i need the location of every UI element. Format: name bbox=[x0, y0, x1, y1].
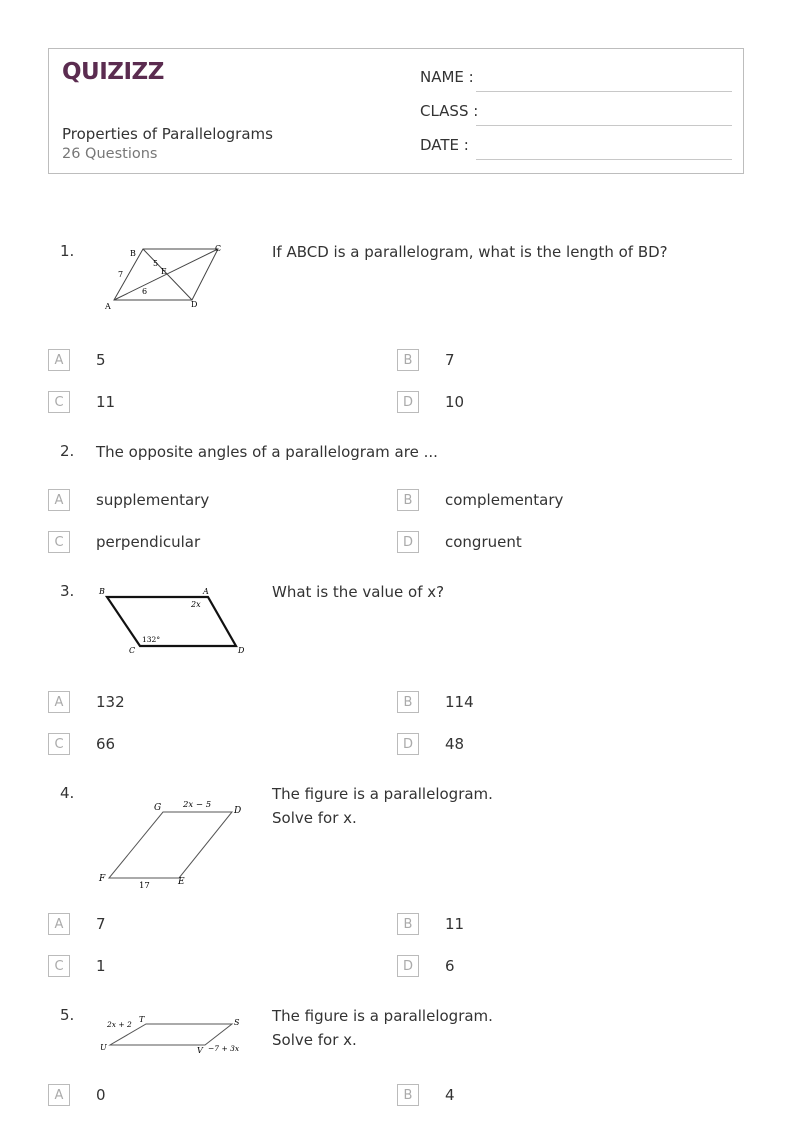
option-letter-box: B bbox=[397, 691, 419, 713]
option-text: complementary bbox=[445, 491, 564, 509]
fig4-top-expression: 2x − 5 bbox=[183, 800, 212, 810]
question-5-number: 5. bbox=[60, 1006, 75, 1024]
fig1-seg-be: 5 bbox=[153, 259, 159, 268]
question-1-figure bbox=[100, 240, 230, 315]
option-letter-box: B bbox=[397, 349, 419, 371]
question-1-number: 1. bbox=[60, 242, 75, 260]
option-text: 4 bbox=[445, 1086, 455, 1104]
question-3-number: 3. bbox=[60, 582, 75, 600]
option-letter-box: C bbox=[48, 391, 70, 413]
fig5-label-u: U bbox=[100, 1043, 107, 1052]
option-letter-box: C bbox=[48, 733, 70, 755]
option-letter-box: D bbox=[397, 531, 419, 553]
option-text: congruent bbox=[445, 533, 522, 551]
fig4-label-g: G bbox=[154, 803, 162, 813]
question-2-text: The opposite angles of a parallelogram are ... bbox=[96, 443, 438, 461]
option-letter-box: B bbox=[397, 489, 419, 511]
option-text: 7 bbox=[96, 915, 106, 933]
question-3-text: What is the value of x? bbox=[272, 583, 445, 601]
fig1-label-a: A bbox=[105, 302, 111, 311]
option-letter-box: A bbox=[48, 489, 70, 511]
option-letter-box: C bbox=[48, 955, 70, 977]
name-label: NAME : bbox=[420, 68, 474, 86]
fig1-seg-ab: 7 bbox=[118, 270, 124, 279]
name-line[interactable] bbox=[476, 91, 732, 92]
option-text: 11 bbox=[96, 393, 116, 411]
option-text: 48 bbox=[445, 735, 465, 753]
question-3-figure bbox=[95, 582, 255, 660]
fig5-right-expression: −7 + 3x bbox=[208, 1044, 240, 1053]
question-4-number: 4. bbox=[60, 784, 75, 802]
option-text: 114 bbox=[445, 693, 474, 711]
question-5-text-line-1: The figure is a parallelogram. bbox=[272, 1007, 493, 1025]
date-line[interactable] bbox=[476, 159, 732, 160]
worksheet-title: Properties of Parallelograms bbox=[62, 125, 273, 143]
option-letter-box: A bbox=[48, 691, 70, 713]
fig5-label-t: T bbox=[139, 1015, 145, 1024]
class-line[interactable] bbox=[476, 125, 732, 126]
option-text: 5 bbox=[96, 351, 106, 369]
option-text: supplementary bbox=[96, 491, 210, 509]
option-letter-box: B bbox=[397, 1084, 419, 1106]
option-text: 132 bbox=[96, 693, 125, 711]
class-label: CLASS : bbox=[420, 102, 479, 120]
worksheet-header bbox=[48, 48, 744, 174]
option-text: perpendicular bbox=[96, 533, 201, 551]
fig1-seg-ae: 6 bbox=[142, 287, 148, 296]
option-text: 11 bbox=[445, 915, 465, 933]
question-1-text: If ABCD is a parallelogram, what is the length of BD? bbox=[272, 243, 668, 261]
option-text: 1 bbox=[96, 957, 106, 975]
option-letter-box: D bbox=[397, 391, 419, 413]
fig3-label-a: A bbox=[203, 587, 209, 596]
fig3-label-c: C bbox=[129, 646, 136, 655]
question-4-text-line-2: Solve for x. bbox=[272, 809, 357, 827]
question-4-text-line-1: The figure is a parallelogram. bbox=[272, 785, 493, 803]
option-letter-box: D bbox=[397, 733, 419, 755]
question-4-figure bbox=[95, 795, 255, 895]
option-letter-box: A bbox=[48, 913, 70, 935]
fig1-label-e: E bbox=[161, 267, 167, 276]
fig3-label-b: B bbox=[99, 587, 105, 596]
option-letter-box: B bbox=[397, 913, 419, 935]
fig5-label-s: S bbox=[234, 1018, 240, 1027]
option-text: 7 bbox=[445, 351, 455, 369]
option-text: 0 bbox=[96, 1086, 106, 1104]
option-letter-box: A bbox=[48, 1084, 70, 1106]
fig5-left-expression: 2x + 2 bbox=[107, 1020, 132, 1029]
fig4-bottom-value: 17 bbox=[139, 881, 150, 891]
fig3-angle-c: 132° bbox=[142, 635, 161, 644]
option-text: 6 bbox=[445, 957, 455, 975]
option-letter-box: D bbox=[397, 955, 419, 977]
quizizz-logo: QUIZIZZ bbox=[62, 59, 164, 85]
name-field[interactable] bbox=[420, 68, 732, 92]
date-field[interactable] bbox=[420, 136, 732, 160]
fig4-label-f: F bbox=[99, 874, 106, 884]
fig5-label-v: V bbox=[197, 1046, 203, 1055]
fig1-label-c: C bbox=[215, 244, 222, 253]
fig3-label-d: D bbox=[238, 646, 245, 655]
fig3-angle-a: 2x bbox=[191, 600, 201, 609]
question-4-text bbox=[272, 782, 493, 830]
option-letter-box: C bbox=[48, 531, 70, 553]
question-5-text-line-2: Solve for x. bbox=[272, 1031, 357, 1049]
option-letter-box: A bbox=[48, 349, 70, 371]
fig4-label-d: D bbox=[234, 806, 242, 816]
option-text: 10 bbox=[445, 393, 465, 411]
question-2-number: 2. bbox=[60, 442, 75, 460]
date-label: DATE : bbox=[420, 136, 469, 154]
question-5-figure bbox=[95, 1010, 255, 1060]
fig4-label-e: E bbox=[178, 877, 185, 887]
class-field[interactable] bbox=[420, 102, 732, 126]
question-count: 26 Questions bbox=[62, 146, 158, 162]
fig1-label-d: D bbox=[191, 300, 198, 309]
fig1-label-b: B bbox=[130, 249, 136, 258]
option-text: 66 bbox=[96, 735, 116, 753]
question-5-text bbox=[272, 1004, 493, 1052]
